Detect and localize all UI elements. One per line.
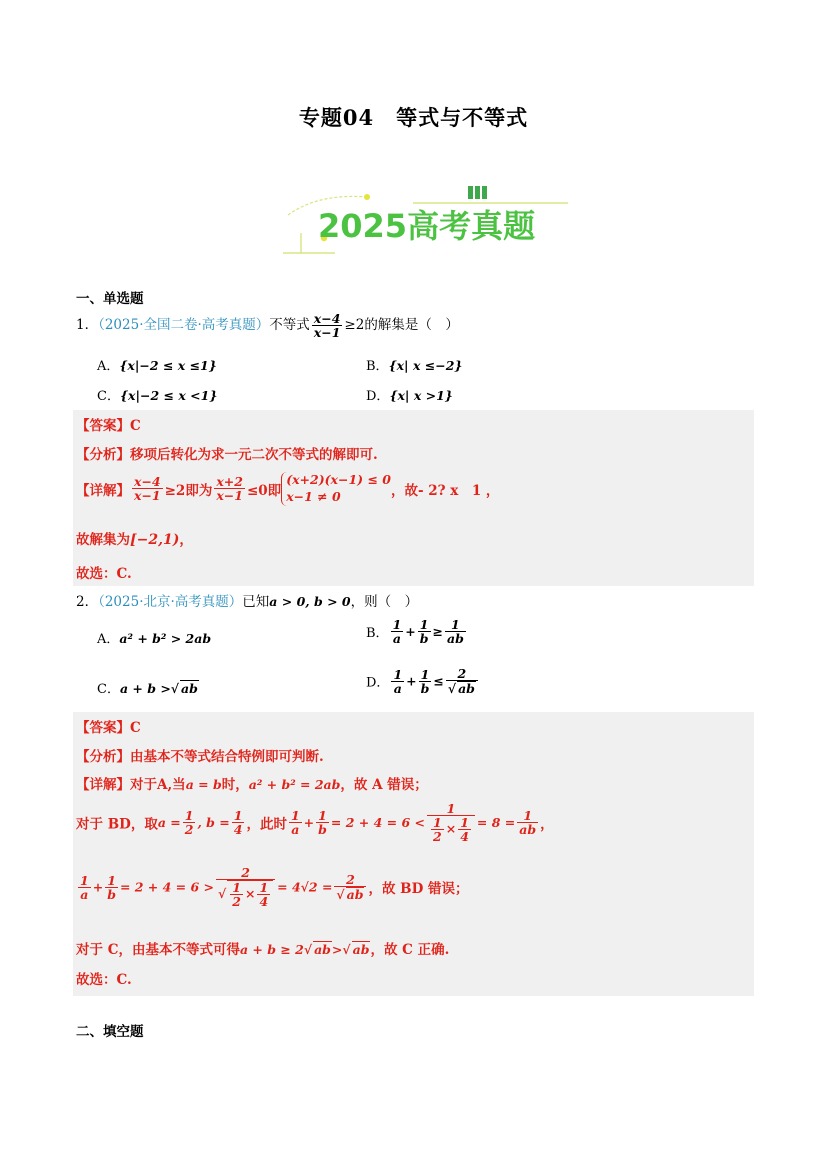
fraction: $\frac{x-4}{x-1}$	[134, 474, 161, 504]
question-number: 2．	[76, 594, 99, 610]
banner-text: 2025高考真题	[318, 207, 536, 245]
option-d[interactable]: D．{x| x >1}	[366, 388, 453, 404]
question-1-stem	[76, 312, 459, 339]
inequality-system: (x+2)(x−1) ≤ 0 x−1 ≠ 0	[281, 472, 391, 506]
detail-line: 【详解】 $\frac{x-4}{x-1}$ ≥2即为 $\frac{x+2}{x-1}$ ≤0即 (x+2)(x−1) ≤ 0 x−1 ≠ 0 ，故- 2? x 1 ，	[76, 472, 500, 504]
detail-line-2: 对于 BD，取a = $\frac{1}{2}$ , b = $\frac{1}{4}$ ，此时 $\frac{1}{a}$ + $\frac{1}{b}$ = 2 + 4 = 6 < 1 $\frac{1}{2}$ × $\frac{1}{4}$ = 8 = $\frac{1}{ab}$ ，	[76, 801, 554, 845]
analysis-line: 【分析】移项后转化为求一元二次不等式的解即可.	[76, 447, 378, 463]
question-source: （2025·北京·高考真题）	[98, 594, 243, 610]
stem-text: 不等式	[269, 317, 310, 334]
solution-set-line: 故解集为[−2,1)，	[76, 532, 193, 548]
fraction: $\frac{x-4}{x-1}$	[313, 311, 341, 341]
option-a[interactable]: A．{x|−2 ≤ x ≤1}	[97, 358, 217, 374]
fraction: $\frac{x+2}{x-1}$	[216, 474, 243, 504]
conclusion-line: 故选：C.	[76, 566, 132, 582]
page-title: 专题04 等式与不等式	[298, 105, 529, 130]
answer-line: 【答案】C	[76, 720, 141, 736]
option-b[interactable]: B．{x| x ≤−2}	[366, 358, 463, 374]
answer-line: 【答案】C	[76, 418, 141, 434]
question-number: 1．	[76, 317, 99, 334]
detail-line-3: $\frac{1}{a}$ + $\frac{1}{b}$ = 2 + 4 = 6 > 2 √ $\frac{1}{2}$ × $\frac{1}{4}$ = 4√2 = $\frac{2}{√ ab}$ ，故 BD 错误；	[80, 865, 469, 910]
analysis-line: 【分析】由基本不等式结合特例即可判断.	[76, 749, 324, 765]
detail-line-1: 【详解】对于A,当a = b时，a² + b² = 2ab，故 A 错误；	[76, 777, 428, 793]
banner	[283, 183, 573, 263]
option-a[interactable]: A．a² + b² > 2ab	[97, 631, 212, 647]
detail-line-4: 对于 C，由基本不等式可得a + b ≥ 2√ ab>√ ab，故 C 正确.	[76, 942, 450, 958]
question-2-stem: 2．（2025·北京·高考真题）已知a > 0, b > 0，则（ ）	[76, 594, 419, 610]
answer-value: C	[130, 720, 141, 736]
section-fill-blank: 二、填空题	[76, 1024, 144, 1040]
conclusion-line: 故选：C.	[76, 972, 132, 988]
option-b[interactable]: B． $\frac{1}{a}$ + $\frac{1}{b}$ ≥ $\frac{1}{ab}$	[366, 617, 464, 647]
option-c[interactable]: C．a + b >√ ab	[97, 681, 198, 697]
section-single-choice: 一、单选题	[76, 291, 144, 307]
option-c[interactable]: C．{x|−2 ≤ x <1}	[97, 388, 218, 404]
stem-text: ≥2的解集是（ ）	[344, 317, 459, 334]
answer-value: C	[130, 418, 141, 434]
question-source: （2025·全国二卷·高考真题）	[98, 317, 270, 334]
option-d[interactable]: D． $\frac{1}{a}$ + $\frac{1}{b}$ ≤ $\frac{2}{√ ab}$	[366, 667, 480, 695]
